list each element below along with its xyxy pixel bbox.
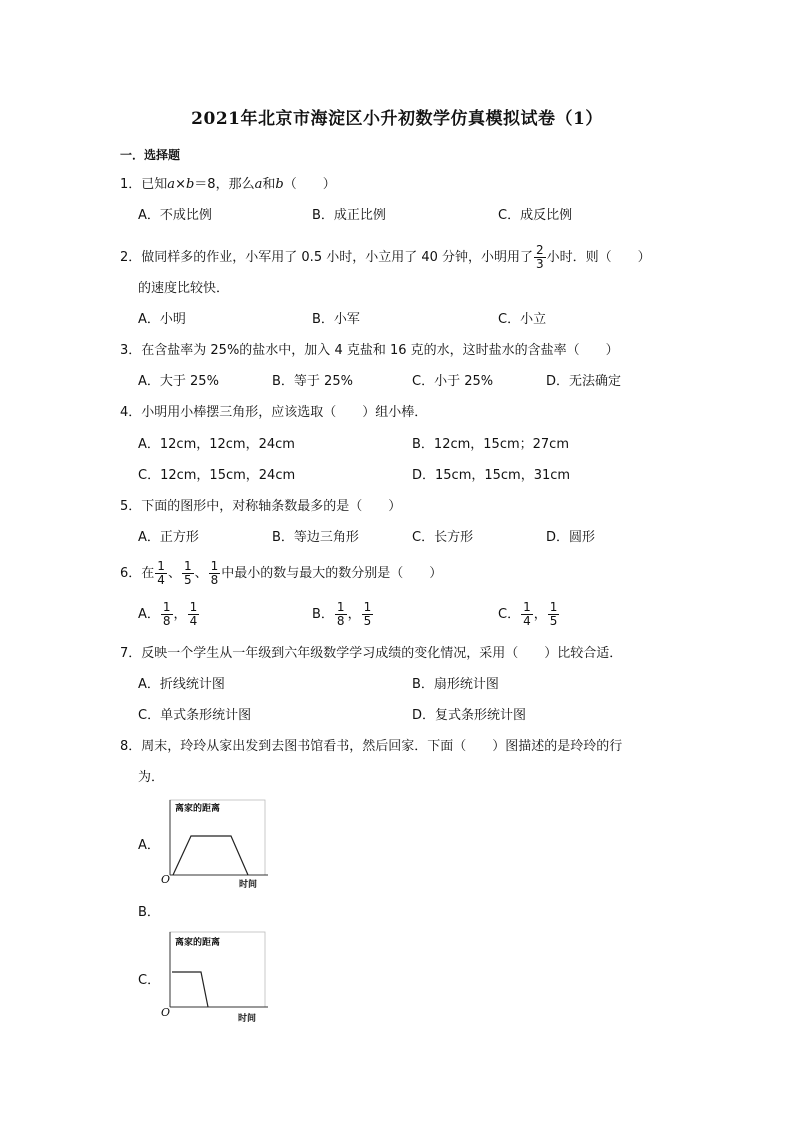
frac-den: 8 — [336, 614, 345, 628]
q6-frac-3 — [209, 560, 221, 587]
frac-num: 1 — [336, 600, 345, 614]
q1-pre: 已知 — [141, 177, 168, 192]
frac-num: 1 — [157, 559, 165, 573]
q3-option-c[interactable]: C．小于 25% — [412, 374, 494, 389]
q1-post: （ ） — [283, 177, 336, 192]
q3-option-d[interactable]: D．无法确定 — [546, 374, 622, 389]
question-2 — [120, 244, 651, 271]
q1-times: × — [175, 177, 186, 192]
q5-option-d[interactable]: D．圆形 — [546, 530, 596, 545]
question-8 — [120, 739, 622, 755]
graph-origin: O — [161, 1006, 171, 1019]
graph-ylabel: 离家的距离 — [175, 938, 221, 948]
q1-eq: ＝8，那么 — [194, 177, 255, 192]
frac-num: 1 — [210, 559, 219, 573]
q5-option-b[interactable]: B．等边三角形 — [272, 530, 359, 545]
section-heading: 一．选择题 — [120, 148, 181, 162]
question-4 — [120, 405, 427, 421]
comma: ， — [173, 607, 187, 622]
q5-text: 下面的图形中，对称轴条数最多的是（ ） — [141, 499, 402, 514]
q7-option-a[interactable]: A．折线统计图 — [138, 677, 225, 692]
q7-option-c[interactable]: C．单式条形统计图 — [138, 708, 252, 723]
q7-option-d[interactable]: D．复式条形统计图 — [412, 708, 527, 723]
graph-origin: O — [161, 873, 171, 886]
question-1 — [120, 177, 336, 193]
option-frac — [521, 601, 533, 628]
frac-den: 8 — [210, 573, 219, 587]
q1-option-a[interactable]: A．不成比例 — [138, 208, 212, 223]
frac-den: 5 — [363, 614, 372, 628]
distance-line — [173, 836, 248, 875]
option-frac — [548, 601, 560, 628]
q7-number: 7． — [120, 646, 142, 661]
q6-number: 6． — [120, 566, 142, 581]
q1-number: 1． — [120, 177, 142, 192]
q6-post: 中最小的数与最大的数分别是（ ） — [221, 566, 443, 581]
separator: 、 — [194, 566, 208, 581]
q5-number: 5． — [120, 499, 142, 514]
q2-frac-num: 2 — [536, 243, 544, 257]
q7-text: 反映一个学生从一年级到六年级数学学习成绩的变化情况，采用（ ）比较合适． — [141, 646, 623, 661]
frac-den: 5 — [183, 573, 192, 587]
frac-num: 1 — [183, 559, 192, 573]
option-frac — [188, 601, 200, 628]
graph-xlabel: 时间 — [239, 880, 258, 890]
q6-pre: 在 — [141, 566, 155, 581]
q2-text2: 小时．则（ ） — [546, 250, 651, 265]
graph-ylabel: 离家的距离 — [175, 804, 221, 814]
q2-option-a[interactable]: A．小明 — [138, 312, 186, 327]
q1-and: 和 — [262, 177, 276, 192]
option-frac — [161, 601, 173, 628]
option-label: C． — [498, 607, 521, 622]
q6-option-c[interactable] — [498, 601, 560, 628]
q2-frac-den: 3 — [536, 257, 544, 271]
q3-option-b[interactable]: B．等于 25% — [272, 374, 353, 389]
graph-xlabel: 时间 — [238, 1014, 257, 1024]
q4-number: 4． — [120, 405, 142, 420]
q8-option-c[interactable]: C． — [138, 973, 161, 988]
comma: ， — [533, 607, 547, 622]
q4-text: 小明用小棒摆三角形，应该选取（ ）组小棒． — [141, 405, 428, 420]
q3-option-a[interactable]: A．大于 25% — [138, 374, 219, 389]
q2-number: 2． — [120, 250, 142, 265]
question-7 — [120, 646, 622, 662]
frac-den: 8 — [162, 614, 171, 628]
q5-option-c[interactable]: C．长方形 — [412, 530, 474, 545]
q8-option-a[interactable]: A． — [138, 838, 160, 853]
q8-text: 周末，玲玲从家出发到去图书馆看书，然后回家．下面（ ）图描述的是玲玲的行 — [141, 739, 623, 754]
q8-line2: 为． — [138, 770, 165, 785]
q6-frac-1 — [155, 560, 167, 587]
frac-num: 1 — [363, 600, 372, 614]
q2-option-b[interactable]: B．小军 — [312, 312, 360, 327]
frac-num: 1 — [189, 600, 198, 614]
frac-num: 1 — [162, 600, 171, 614]
frac-num: 1 — [523, 600, 531, 614]
option-frac — [335, 601, 347, 628]
q1-var-a2: a — [254, 177, 263, 192]
option-label: A． — [138, 607, 160, 622]
q8-graph-a — [158, 798, 270, 890]
q6-option-b[interactable] — [312, 601, 374, 628]
q4-option-d[interactable]: D．15cm，15cm，31cm — [412, 468, 571, 483]
option-label: B． — [312, 607, 334, 622]
q2-fraction — [534, 244, 546, 271]
q1-option-c[interactable]: C．成反比例 — [498, 208, 573, 223]
frac-num: 1 — [549, 600, 558, 614]
q2-text1: 做同样多的作业，小军用了 0.5 小时，小立用了 40 分钟，小明用了 — [141, 250, 534, 265]
q3-number: 3． — [120, 343, 142, 358]
question-5 — [120, 499, 401, 515]
option-frac — [362, 601, 374, 628]
q4-option-a[interactable]: A．12cm，12cm，24cm — [138, 437, 295, 452]
frac-den: 4 — [189, 614, 198, 628]
distance-line — [172, 972, 208, 1007]
q8-number: 8． — [120, 739, 142, 754]
comma: ， — [347, 607, 361, 622]
q3-text: 在含盐率为 25%的盐水中，加入 4 克盐和 16 克的水，这时盐水的含盐率（ ） — [141, 343, 619, 358]
separator: 、 — [167, 566, 181, 581]
q1-var-a: a — [167, 177, 176, 192]
frac-den: 5 — [549, 614, 558, 628]
q5-option-a[interactable]: A．正方形 — [138, 530, 199, 545]
q8-graph-c — [158, 930, 270, 1025]
q1-option-b[interactable]: B．成正比例 — [312, 208, 386, 223]
q7-option-b[interactable]: B．扇形统计图 — [412, 677, 499, 692]
q2-option-c[interactable]: C．小立 — [498, 312, 547, 327]
q4-option-b[interactable]: B．12cm，15cm；27cm — [412, 437, 569, 452]
question-3 — [120, 343, 619, 359]
q1-var-b2: b — [275, 177, 284, 192]
frac-den: 4 — [523, 614, 531, 628]
q1-var-b: b — [185, 177, 195, 192]
q8-option-b[interactable]: B． — [138, 905, 160, 920]
frac-den: 4 — [157, 573, 165, 587]
page-title: 2021年北京市海淀区小升初数学仿真模拟试卷（1） — [191, 109, 603, 129]
q4-option-c[interactable]: C．12cm，15cm，24cm — [138, 468, 296, 483]
q6-frac-2 — [182, 560, 194, 587]
question-6 — [120, 560, 442, 587]
q6-option-a[interactable] — [138, 601, 200, 628]
q2-line2: 的速度比较快． — [138, 281, 230, 296]
